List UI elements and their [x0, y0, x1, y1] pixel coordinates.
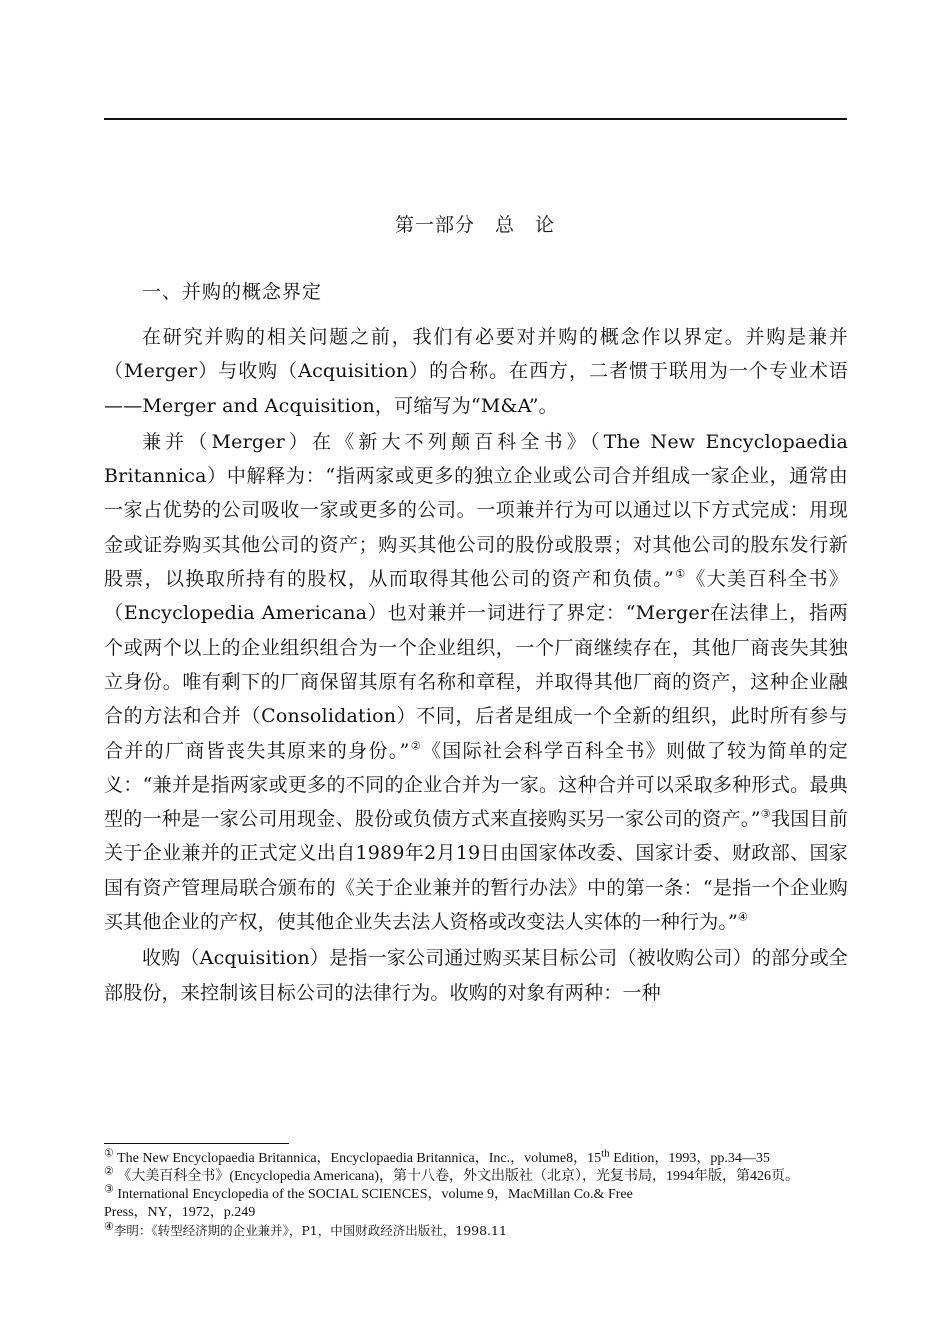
paragraph-2-part-c: 《国际社会科学百科全书》则做了较为简单的定义：“兼并是指两家或更多的不同的企业合并为一家。这种合并可以采取多种形式。最典型的一种是一家公司用现金、股份或负债方式来直接购买另一家公司的资产。”	[104, 739, 849, 831]
footnote-3	[104, 1183, 848, 1222]
footnote-2	[104, 1165, 848, 1186]
footnote-ref-1[interactable]: ①	[674, 567, 687, 581]
footnote-1-sup: th	[601, 1147, 610, 1160]
footnote-2-text: 《大美百科全书》(Encyclopedia Americana)，第十八卷，外文出版社（北京），光复书局，1994年版，第426页。	[113, 1169, 800, 1184]
footnote-separator	[104, 1143, 289, 1144]
body-text	[104, 320, 848, 1010]
paragraph-2-part-a: 兼并（Merger）在《新大不列颠百科全书》（The New Encyclopaedia Britannica）中解释为：“指两家或更多的独立企业或公司合并组成一家企业，通常由一家占优势的公司吸收一家或更多的公司。一项兼并行为可以通过以下方式完成：用现金或证券购买其他公司的资产；购买其他公司的股份或股票；对其他公司的股东发行新股票，以换取所持有的股权，从而取得其他公司的资产和负债。”	[104, 430, 848, 591]
section-heading: 一、并购的概念界定	[142, 281, 323, 303]
footnote-ref-4[interactable]: ④	[738, 910, 749, 924]
footnote-ref-3[interactable]: ③	[760, 807, 771, 821]
footnote-3-text-a: International Encyclopedia of the SOCIAL SCIENCES，volume 9，MacMillan Co.& Free	[113, 1187, 633, 1202]
footnote-4-text: 李明：《转型经济期的企业兼并》，P1，中国财政经济出版社，1998.11	[113, 1223, 507, 1238]
paragraph-1-text: 在研究并购的相关问题之前，我们有必要对并购的概念作以界定。并购是兼并（Merger）与收购（Acquisition）的合称。在西方，二者惯于联用为一个专业术语——Merger and Acquisition，可缩写为“M&A”。	[104, 326, 848, 417]
paragraph-1	[104, 320, 848, 423]
footnotes	[104, 1147, 848, 1240]
footnote-4	[104, 1219, 848, 1240]
footnote-ref-2[interactable]: ②	[409, 739, 422, 753]
footnote-2-mark: ②	[104, 1165, 114, 1178]
paragraph-2	[104, 425, 848, 939]
footnote-1-text-b: Edition，1993，pp.34—35	[609, 1151, 770, 1166]
footnote-1-text-a: The New Encyclopaedia Britannica，Encyclopaedia Britannica，Inc.，volume8，15	[113, 1151, 602, 1166]
footnote-3-mark: ③	[104, 1183, 114, 1196]
footnote-1-mark: ①	[104, 1147, 114, 1160]
part-title: 第一部分 总 论	[394, 214, 555, 236]
footnote-1	[104, 1147, 848, 1168]
paragraph-3-text: 收购（Acquisition）是指一家公司通过购买某目标公司（被收购公司）的部分或全部股份，来控制该目标公司的法律行为。收购的对象有两种：一种	[104, 947, 848, 1004]
footnote-3-text-b: Press，NY，1972，p.249	[104, 1205, 256, 1220]
paragraph-3	[104, 941, 848, 1010]
paragraph-2-part-b: 《大美百科全书》（Encyclopedia Americana）也对兼并一词进行了界定：“Merger在法律上，指两个或两个以上的企业组织组合为一个企业组织，一个厂商继续存在，其他厂商丧失其独立身份。唯有剩下的厂商保留其原有名称和章程，并取得其他厂商的资产，这种企业融合的方法和合并（Consolidation）不同，后者是组成一个全新的组织，此时所有参与合并的厂商皆丧失其原来的身份。”	[104, 568, 849, 762]
header-rule	[104, 118, 847, 120]
footnote-4-mark: ④	[104, 1219, 114, 1233]
paragraph-2-part-d: 我国目前关于企业兼并的正式定义出自1989年2月19日由国家体改委、国家计委、财政部、国家国有资产管理局联合颁布的《关于企业兼并的暂行办法》中的第一条：“是指一个企业购买其他企业的产权，使其他企业失去法人资格或改变法人实体的一种行为。”	[104, 808, 848, 934]
